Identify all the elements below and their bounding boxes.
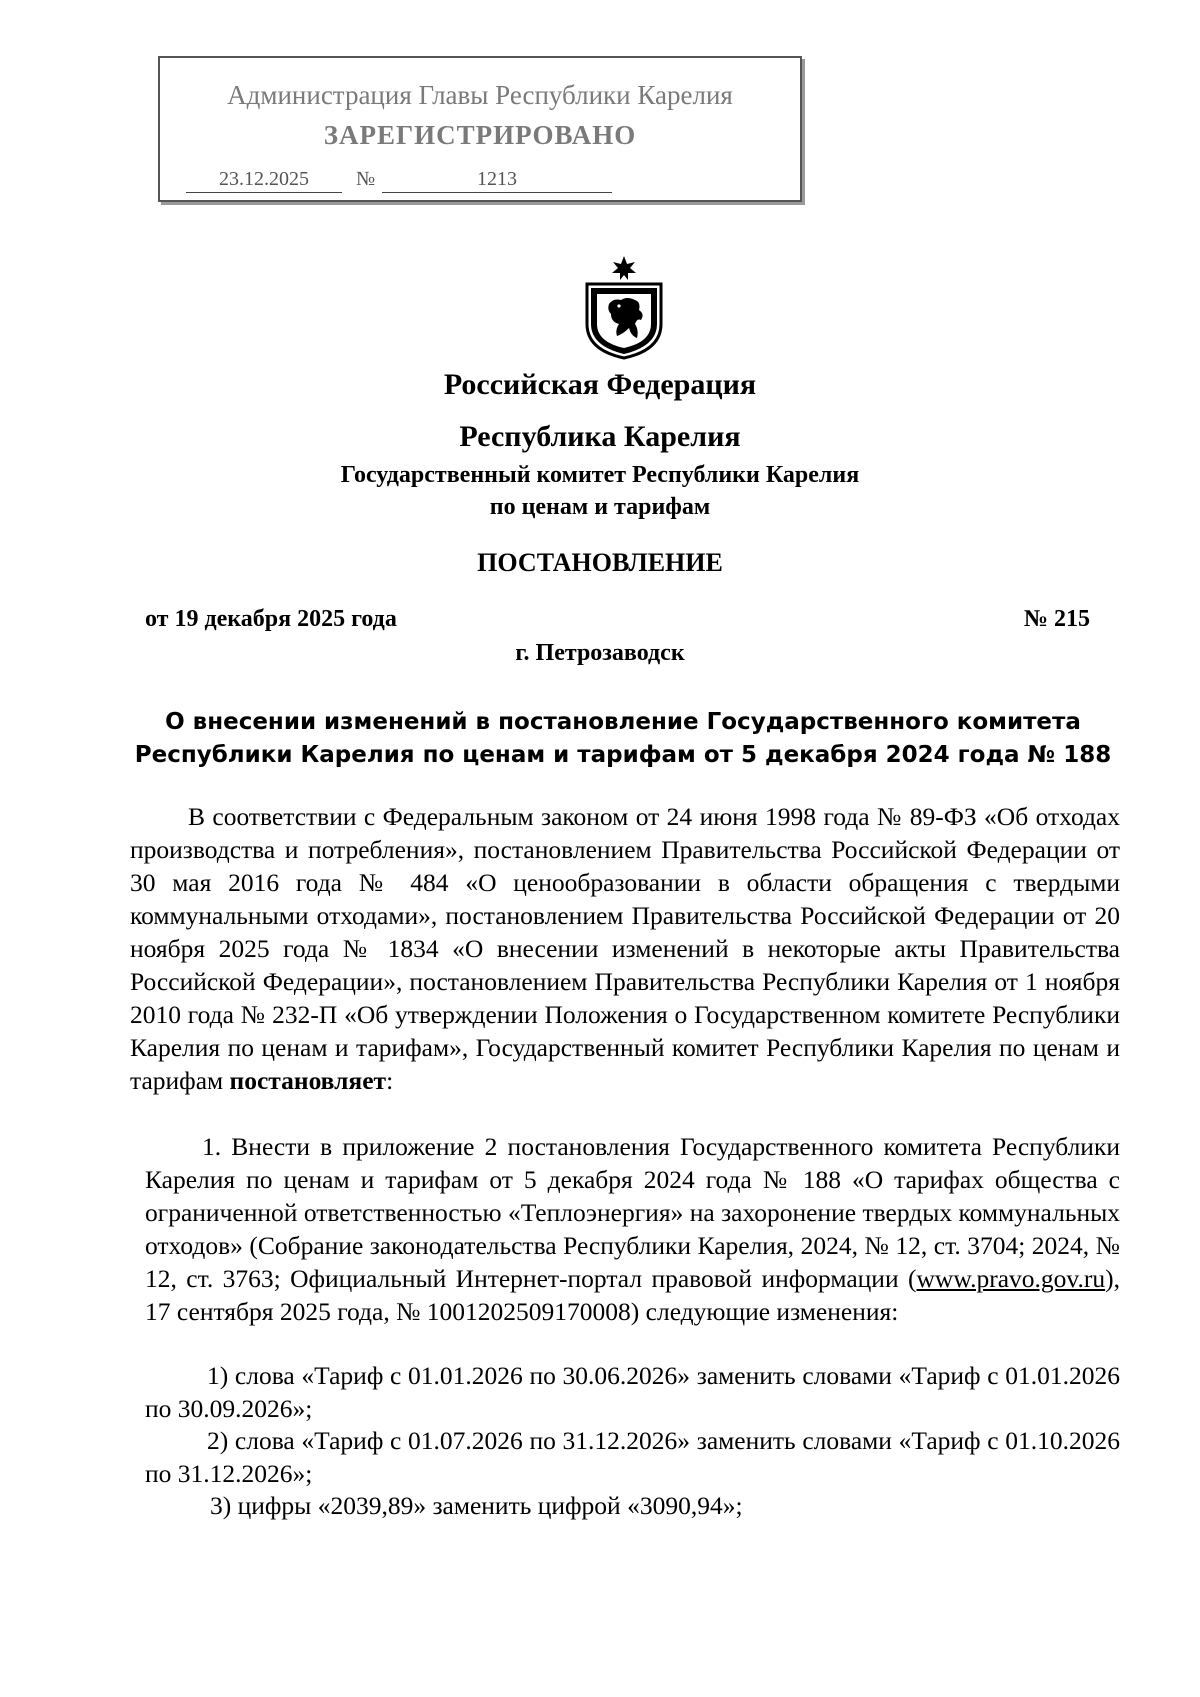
- stamp-date: 23.12.2025: [186, 168, 342, 193]
- item1-end: ), 17 сентября 2025 года, № 1001202509170008) следующие изменения:: [145, 1264, 1120, 1326]
- header-committee-line1: Государственный комитет Республики Карелия: [340, 462, 860, 488]
- pravo-link[interactable]: www.pravo.gov.ru: [916, 1264, 1106, 1293]
- stamp-registered: ЗАРЕГИСТРИРОВАНО: [323, 120, 637, 150]
- subitem-3: 3) цифры «2039,89» заменить цифрой «3090,94»;: [210, 1491, 743, 1520]
- document-city: г. Петрозаводск: [515, 640, 685, 666]
- header-committee-line2: по ценам и тарифам: [489, 494, 711, 520]
- registration-stamp: [158, 56, 802, 202]
- document-date: от 19 декабря 2025 года: [145, 606, 397, 632]
- stamp-authority: Администрация Главы Республики Карелия: [227, 80, 733, 110]
- stamp-number-sign: №: [356, 168, 376, 190]
- title-line1: О внесении изменений в постановление Государственного комитета: [165, 709, 1081, 735]
- document-title: [128, 706, 1118, 772]
- preamble-bold: постановляет: [229, 1066, 387, 1095]
- title-line2: Республики Карелия по ценам и тарифам от 5 декабря 2024 года № 188: [134, 742, 1112, 768]
- preamble-text: В соответствии с Федеральным законом от 24 июня 1998 года № 89-ФЗ «Об отходах производства и потребления», постановлением Правительства Российской Федерации от 30 мая 2016 года № 484 «О ценообразовании в области обращения с твердыми коммунальными отходами», постановлением Правительства Российской Федерации от 20 ноября 2025 года № 1834 «О внесении изменений в некоторые акты Правительства Российской Федерации», постановлением Правительства Республики Карелия от 1 ноября 2010 года № 232-П «Об утверждении Положения о Государственном комитете Республики Карелия по ценам и тарифам», Государственный комитет Республики Карелия по ценам и тарифам: [130, 802, 1120, 1095]
- document-type: ПОСТАНОВЛЕНИЕ: [477, 548, 723, 577]
- preamble-paragraph: [130, 800, 1120, 1097]
- item-1-paragraph: [145, 1130, 1120, 1328]
- item1-text: 1. Внести в приложение 2 постановления Государственного комитета Республики Карелия по ценам и тарифам от 5 декабря 2024 года № 188 «О тарифах общества с ограниченной ответственностью «Теплоэнергия» на захоронение твердых коммунальных отходов» (Собрание законодательства Республики Карелия, 2024, № 12, ст. 3704; 2024, № 12, ст. 3763; Официальный Интернет-портал правовой информации (: [145, 1132, 1120, 1293]
- header-republic: Республика Карелия: [459, 420, 741, 453]
- karelia-coat-of-arms-icon: [575, 254, 673, 360]
- header-federation: Российская Федерация: [443, 368, 757, 401]
- subitem-2-text: 2) слова «Тариф с 01.07.2026 по 31.12.2026» заменить словами «Тариф с 01.10.2026 по 31.12.2026»;: [145, 1426, 1120, 1488]
- subitem-1: [145, 1359, 1120, 1425]
- preamble-end: :: [386, 1066, 394, 1095]
- subitem-2: [145, 1424, 1120, 1490]
- document-number: № 215: [1023, 606, 1090, 632]
- stamp-number: 1213: [382, 168, 612, 193]
- subitem-1-text: 1) слова «Тариф с 01.01.2026 по 30.06.2026» заменить словами «Тариф с 01.01.2026 по 30.09.2026»;: [145, 1361, 1120, 1423]
